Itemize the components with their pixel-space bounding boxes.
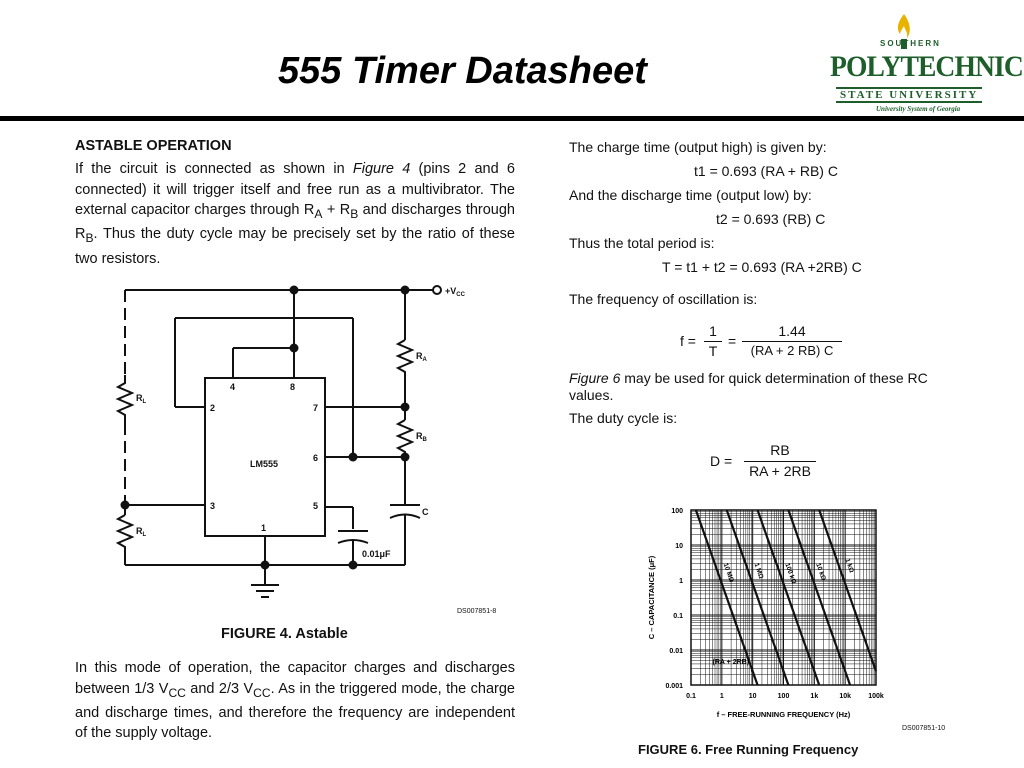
eq-t1: t1 = 0.693 (RA + RB) C bbox=[694, 163, 838, 179]
astable-circuit-diagram bbox=[100, 275, 520, 615]
page-title: 555 Timer Datasheet bbox=[278, 50, 647, 92]
series-label: 100 kΩ bbox=[783, 562, 798, 585]
figure4-id: DS007851-8 bbox=[457, 608, 497, 615]
rl2-label: $R_L$ bbox=[136, 526, 147, 538]
series-line bbox=[788, 510, 850, 685]
mode-paragraph: In this mode of operation, the capacitor charges and discharges between 1/3 $V_{CC}$ and 2/3 $V_{CC}$. As in the triggered mode, the charge and discharge times, and therefore the frequency are independent of the supply voltage. bbox=[75, 660, 515, 742]
astable-paragraph: If the circuit is connected as shown in Figure 4 (pins 2 and 6 connected) it will trigger itself and free run as a multivibrator. The external capacitor charges through $R_A + R_B$ and discharges through $R_B$. Thus the duty cycle may be precisely set by the ratio of these two resistors. bbox=[75, 161, 515, 267]
x-tick-label: 1k bbox=[810, 693, 819, 700]
charge-intro: The charge time (output high) is given by: bbox=[569, 139, 827, 155]
ra-label: $R_A$ bbox=[416, 351, 427, 363]
logo-system-text: University System of Georgia bbox=[876, 105, 961, 113]
header-divider bbox=[0, 116, 1024, 121]
x-axis-label: f – FREE-RUNNING FREQUENCY (Hz) bbox=[716, 710, 851, 719]
series-label: 1 kΩ bbox=[843, 557, 855, 574]
pin-4: 4 bbox=[230, 382, 236, 392]
pin-8: 8 bbox=[290, 382, 296, 392]
ic-label: LM555 bbox=[250, 459, 279, 469]
chart-annotation: (RA + 2RB) bbox=[712, 658, 750, 666]
series-line bbox=[758, 510, 820, 685]
x-tick-label: 1 bbox=[719, 693, 724, 700]
y-tick-label: 100 bbox=[671, 508, 683, 515]
x-tick-label: 100 bbox=[777, 693, 790, 700]
duty-intro: The duty cycle is: bbox=[569, 410, 678, 426]
pin-7: 7 bbox=[313, 403, 319, 413]
c-label: C bbox=[422, 507, 429, 517]
discharge-intro: And the discharge time (output low) by: bbox=[569, 187, 812, 203]
series-label: 10 MΩ bbox=[721, 562, 735, 584]
y-axis-label: C – CAPACITANCE (μF) bbox=[647, 555, 656, 640]
x-tick-label: 10k bbox=[839, 693, 852, 700]
eq-t: T = t1 + t2 = 0.693 (RA +2RB) C bbox=[662, 259, 862, 275]
y-tick-label: 0.1 bbox=[673, 613, 683, 620]
section-heading: ASTABLE OPERATION bbox=[75, 138, 232, 154]
period-intro: Thus the total period is: bbox=[569, 235, 715, 251]
vcc-label: $+V_{CC}$ bbox=[445, 286, 465, 298]
y-tick-label: 10 bbox=[675, 543, 683, 550]
series-label: 10 kΩ bbox=[814, 562, 827, 582]
logo-state-university-text: STATE UNIVERSITY bbox=[836, 87, 982, 103]
y-tick-label: 0.001 bbox=[665, 683, 683, 690]
pin-1: 1 bbox=[261, 523, 267, 533]
series-label: 1 MΩ bbox=[752, 562, 765, 580]
x-tick-label: 100k bbox=[868, 693, 884, 700]
logo-southern-text: SOUTHERN bbox=[880, 39, 941, 48]
university-logo bbox=[828, 12, 1023, 113]
y-tick-label: 0.01 bbox=[669, 648, 683, 655]
eq-t2: t2 = 0.693 (RB) C bbox=[716, 211, 826, 227]
figure6-reference: Figure 6 may be used for quick determination of these RC values. bbox=[569, 370, 928, 403]
x-tick-label: 0.1 bbox=[686, 693, 696, 700]
cap2-label: 0.01μF bbox=[362, 549, 391, 559]
y-tick-label: 1 bbox=[679, 578, 683, 585]
pin-3: 3 bbox=[210, 501, 216, 511]
figure4-caption: FIGURE 4. Astable bbox=[221, 626, 348, 642]
free-running-frequency-chart bbox=[636, 500, 966, 725]
pin-5: 5 bbox=[313, 501, 319, 511]
freq-intro: The frequency of oscillation is: bbox=[569, 291, 758, 307]
logo-polytechnic-text: POLYTECHNIC bbox=[830, 50, 1023, 83]
figure6-caption: FIGURE 6. Free Running Frequency bbox=[638, 742, 859, 757]
pin-2: 2 bbox=[210, 403, 216, 413]
rl1-label: $R_L$ bbox=[136, 393, 147, 405]
x-tick-label: 10 bbox=[748, 693, 757, 700]
pin-6: 6 bbox=[313, 453, 319, 463]
rb-label: $R_B$ bbox=[416, 431, 427, 443]
figure6-id: DS007851-10 bbox=[902, 725, 946, 732]
